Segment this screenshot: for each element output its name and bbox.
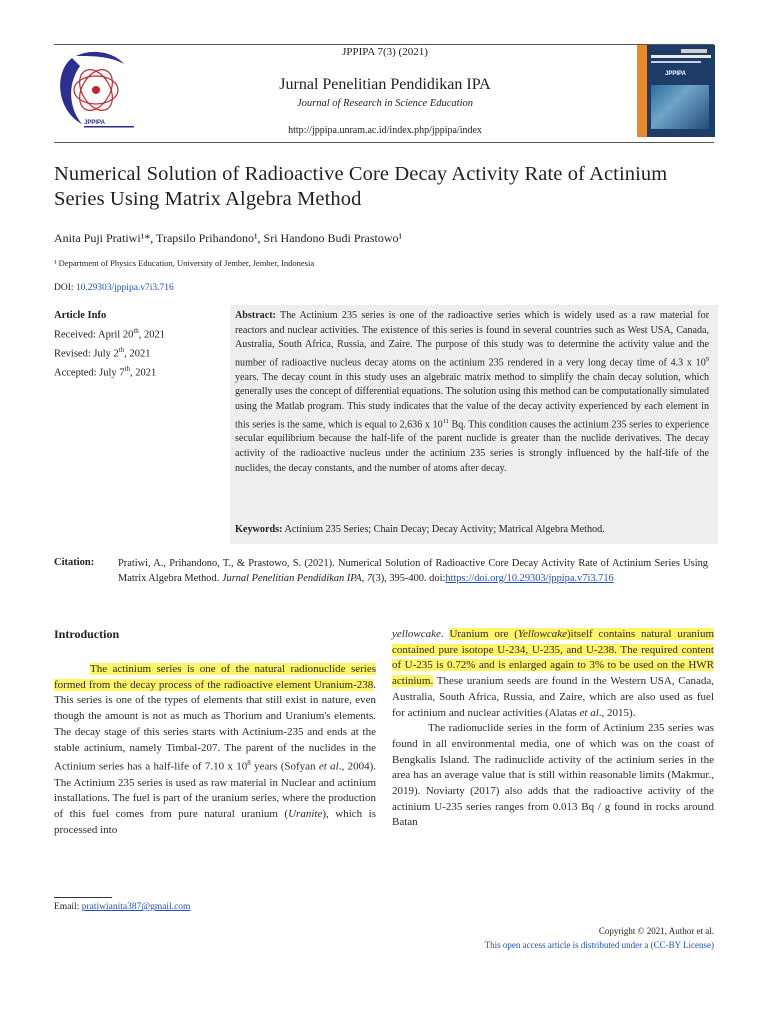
abstract: Abstract: The Actinium 235 series is one of the radioactive series which is widely used as a raw material for reactors and nuclear activities. The existence of this series is found in several countries such as West USA, Canada, Australia, South Africa, Russia, and Zaire. The purpose of this study was to determine the activity value and the number of radioactive nucleus decay atoms on the actinium 235 rendered in a very long decay time of 4.3 x $10^9$ years. The decay count in this study uses an algebraic matrix method to simplify the chain decay solution, which generally uses the concept of differential equations. The solution using this method can be computationally simulated using the Matlab program. This study indicates that the value of the decay activity experienced by each element in this series is the same, which is equal to 2,636 x $10^{11}$ Bq. This condition causes the actinium 235 series to experience secular equilibrium because the half-life of the parent nuclide is greater than the nuclide derivatives. The decay activity of the radioactive nucleus under the actinium 235 series is strongly influenced by the half-life of the nuclides, the decay constants, and the number of atoms after decay. xyxy=(235,310,709,474)
journal-subtitle: Journal of Research in Science Education xyxy=(296,98,474,109)
email-link[interactable]: pratiwianita387@gmail.com xyxy=(81,902,191,912)
abstract-label: Abstract: xyxy=(235,310,276,321)
footnote-rule xyxy=(54,897,112,898)
authors: Anita Puji Pratiwi¹*, Trapsilo Prihandono¹, Sri Handono Budi Prastowo¹ xyxy=(54,231,403,245)
article-info-heading: Article Info xyxy=(54,310,107,321)
citation-doi-link[interactable]: https://doi.org/10.29303/jppipa.v7i3.716 xyxy=(445,572,614,584)
journal-name: Jurnal Penelitian Pendidikan IPA xyxy=(279,76,491,93)
intro-column-left: The actinium series is one of the natural radionuclide series formed from the decay process of the radioactive element Uranium-238. This series is one of the types of elements that still exist in nature, even though the amount is not as much as Thorium and Uranium's elements. The decay stage of this series starts with Actinium-235 and ends at the stable actinium, namely Timbal-207. The parent of the nuclides in the Actinium series has a half-life of 7.10 x $10^8$ years (Sofyan et al., 2004). The Actinium 235 series is used as raw material in Nuclear and actinium installations. The fuel is part of the uranium series, where the production of this fuel comes from pure natural uranium (Uranite), which is processed into xyxy=(54,663,376,836)
received-date: Received: April 20th, 2021 xyxy=(54,326,166,340)
corresponding-email: Email: pratiwianita387@gmail.com xyxy=(54,902,191,912)
keywords: Keywords: Actinium 235 Series; Chain Decay; Decay Activity; Matrical Algebra Method. xyxy=(235,524,605,535)
header-top-rule xyxy=(54,44,714,45)
cover-label: JPPIPA xyxy=(665,71,686,77)
copyright: Copyright © 2021, Author et al. xyxy=(598,926,714,936)
doi-label: DOI: xyxy=(54,283,76,293)
logo-text: JPPIPA xyxy=(84,120,105,126)
header-bottom-rule xyxy=(54,142,714,143)
article-info xyxy=(54,309,229,381)
citation: Pratiwi, A., Prihandono, T., & Prastowo, S. (2021). Numerical Solution of Radioactive Core Decay Activity Rate of Actinium Series Using Matrix Algebra Method. Jurnal Penelitian Pendidikan IPA, 7(3), 395-400. doi:https://doi.org/10.29303/jppipa.v7i3.716 xyxy=(118,558,708,584)
affiliation: ¹ Department of Physics Education, University of Jember, Jember, Indonesia xyxy=(54,258,315,268)
revised-date: Revised: July 2th, 2021 xyxy=(54,345,151,359)
journal-cover-image xyxy=(637,45,715,137)
accepted-date: Accepted: July 7th, 2021 xyxy=(54,364,157,378)
journal-logo xyxy=(52,50,150,132)
intro-column-right: yellowcake. Uranium ore (Yellowcake)itself contains natural uranium contained pure isotope U-234, U-235, and U-238. The required content of U-235 is 0.72% and is enlarged again to 3% to be used on the HWR actinium. These uranium seeds are found in the Western USA, Canada, Australia, South Africa, Russia, and Zaire, which are also used as fuel for actinium and nuclear activities (Alatas et al., 2015). The radionuclide series in the form of Actinium 235 series was found in all environmental media, one of which was on the coast of Bengkalis Island. The radinuclide activity of the actinium series in the area has an average value that is still within reasonable limits (Makmur., 2019). Noviarty (2017) also adds that the radioactive activity of the actinium U-235 series ranges from 0.013 Bq / g found in rocks around Batan xyxy=(392,628,715,829)
doi xyxy=(54,283,174,293)
journal-url[interactable]: http://jppipa.unram.ac.id/index.php/jppipa/index xyxy=(288,125,482,136)
highlighted-text: The actinium series is one of the natural radionuclide series formed from the decay process of the radioactive element Uranium-238 xyxy=(54,663,376,691)
citation-label: Citation: xyxy=(54,557,95,568)
license-link[interactable]: This open access article is distributed under a (CC-BY License) xyxy=(484,940,714,950)
journal-issue: JPPIPA 7(3) (2021) xyxy=(342,46,428,58)
paper-title: Numerical Solution of Radioactive Core Decay Activity Rate of Actinium Series Using Matrix Algebra Method xyxy=(54,163,668,210)
doi-link[interactable]: 10.29303/jppipa.v7i3.716 xyxy=(75,283,174,293)
introduction-heading: Introduction xyxy=(54,627,120,641)
keywords-label: Keywords: xyxy=(235,524,283,535)
highlighted-text: Uranium ore (Yellowcake)itself contains natural uranium contained pure isotope U-234, U-235, and U-238. The required content of U-235 is 0.72% and is enlarged again to 3% to be used on the HWR actinium. xyxy=(392,628,715,688)
